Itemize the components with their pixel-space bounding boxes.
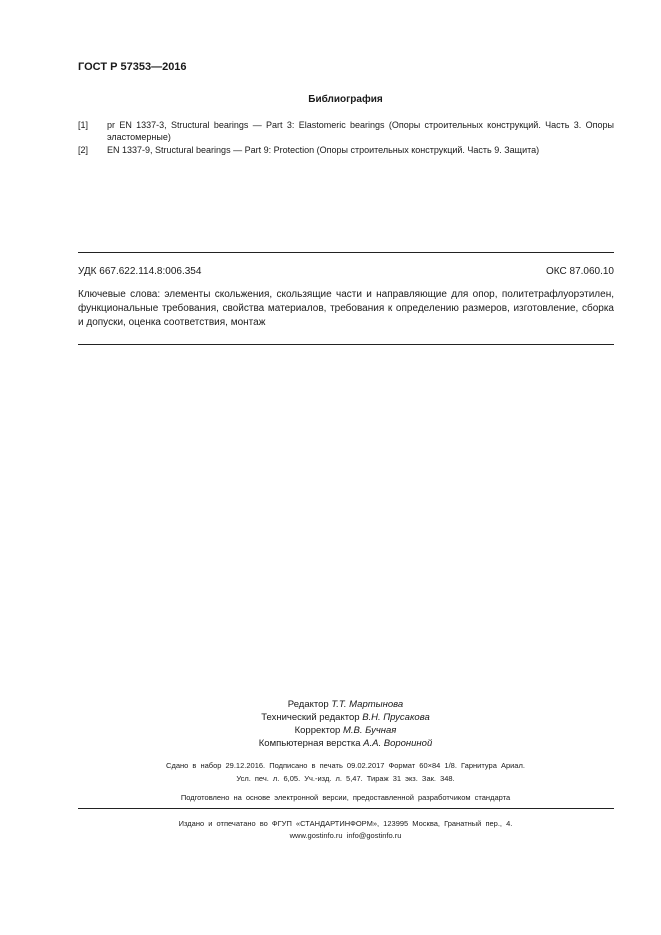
- keywords-text: Ключевые слова: элементы скольжения, скользящие части и направляющие для опор, политетрафлуорэтилен, функциональные требования, свойства материалов, требования к определению размеров, изготовление, сборка и допуски, оценка соответствия, монтаж: [78, 289, 614, 328]
- prepared-note: Подготовлено на основе электронной версии, предоставленной разработчиком стандарта: [180, 793, 511, 802]
- credit-role: Редактор: [287, 699, 329, 710]
- oks-code: ОКС 87.060.10: [546, 266, 614, 277]
- credit-role: Компьютерная верстка: [258, 738, 361, 749]
- bibliography-item-text: pr EN 1337-3, Structural bearings — Part 3: Elastomeric bearings (Опоры строительных конструкций. Часть 3. Опоры эластомерные): [107, 120, 614, 142]
- credit-line: [30, 711, 661, 724]
- credit-role: Корректор: [294, 725, 341, 736]
- publisher-line: Издано и отпечатано во ФГУП «СТАНДАРТИНФОРМ», 123995 Москва, Гранатный пер., 4.: [178, 819, 513, 828]
- credits-block: [0, 698, 661, 750]
- credit-name: А.А. Ворониной: [363, 738, 433, 749]
- bibliography-title: Библиография: [308, 94, 383, 105]
- credit-name: М.В. Бучная: [342, 725, 397, 736]
- bibliography-item: [78, 119, 614, 143]
- credit-line: [30, 724, 661, 737]
- bibliography-list: [78, 119, 614, 157]
- bibliography-item: [78, 144, 614, 156]
- bibliography-item-number: [2]: [78, 145, 89, 155]
- credit-name: Т.Т. Мартынова: [331, 699, 404, 710]
- udk-code: УДК 667.622.114.8:006.354: [78, 266, 202, 277]
- bottom-divider: [78, 344, 614, 345]
- top-divider: [78, 252, 614, 253]
- credit-line: [30, 698, 661, 711]
- standard-header: ГОСТ Р 57353—2016: [78, 61, 187, 73]
- bibliography-item-number: [1]: [78, 120, 89, 130]
- bibliography-item-text: EN 1337-9, Structural bearings — Part 9: Protection (Опоры строительных конструкций. Часть 9. Защита): [107, 145, 540, 155]
- publisher-web: www.gostinfo.ru info@gostinfo.ru: [289, 831, 402, 840]
- footer-divider: [78, 808, 614, 809]
- credit-line: [30, 737, 661, 750]
- credit-role: Технический редактор: [261, 712, 360, 723]
- credit-name: В.Н. Прусакова: [362, 712, 430, 723]
- print-info-line-1: Сдано в набор 29.12.2016. Подписано в печать 09.02.2017 Формат 60×84 1/8. Гарнитура Ариал.: [166, 761, 525, 770]
- print-info-line-2: Усл. печ. л. 6,05. Уч.-изд. л. 5,47. Тираж 31 экз. Зак. 348.: [236, 774, 455, 783]
